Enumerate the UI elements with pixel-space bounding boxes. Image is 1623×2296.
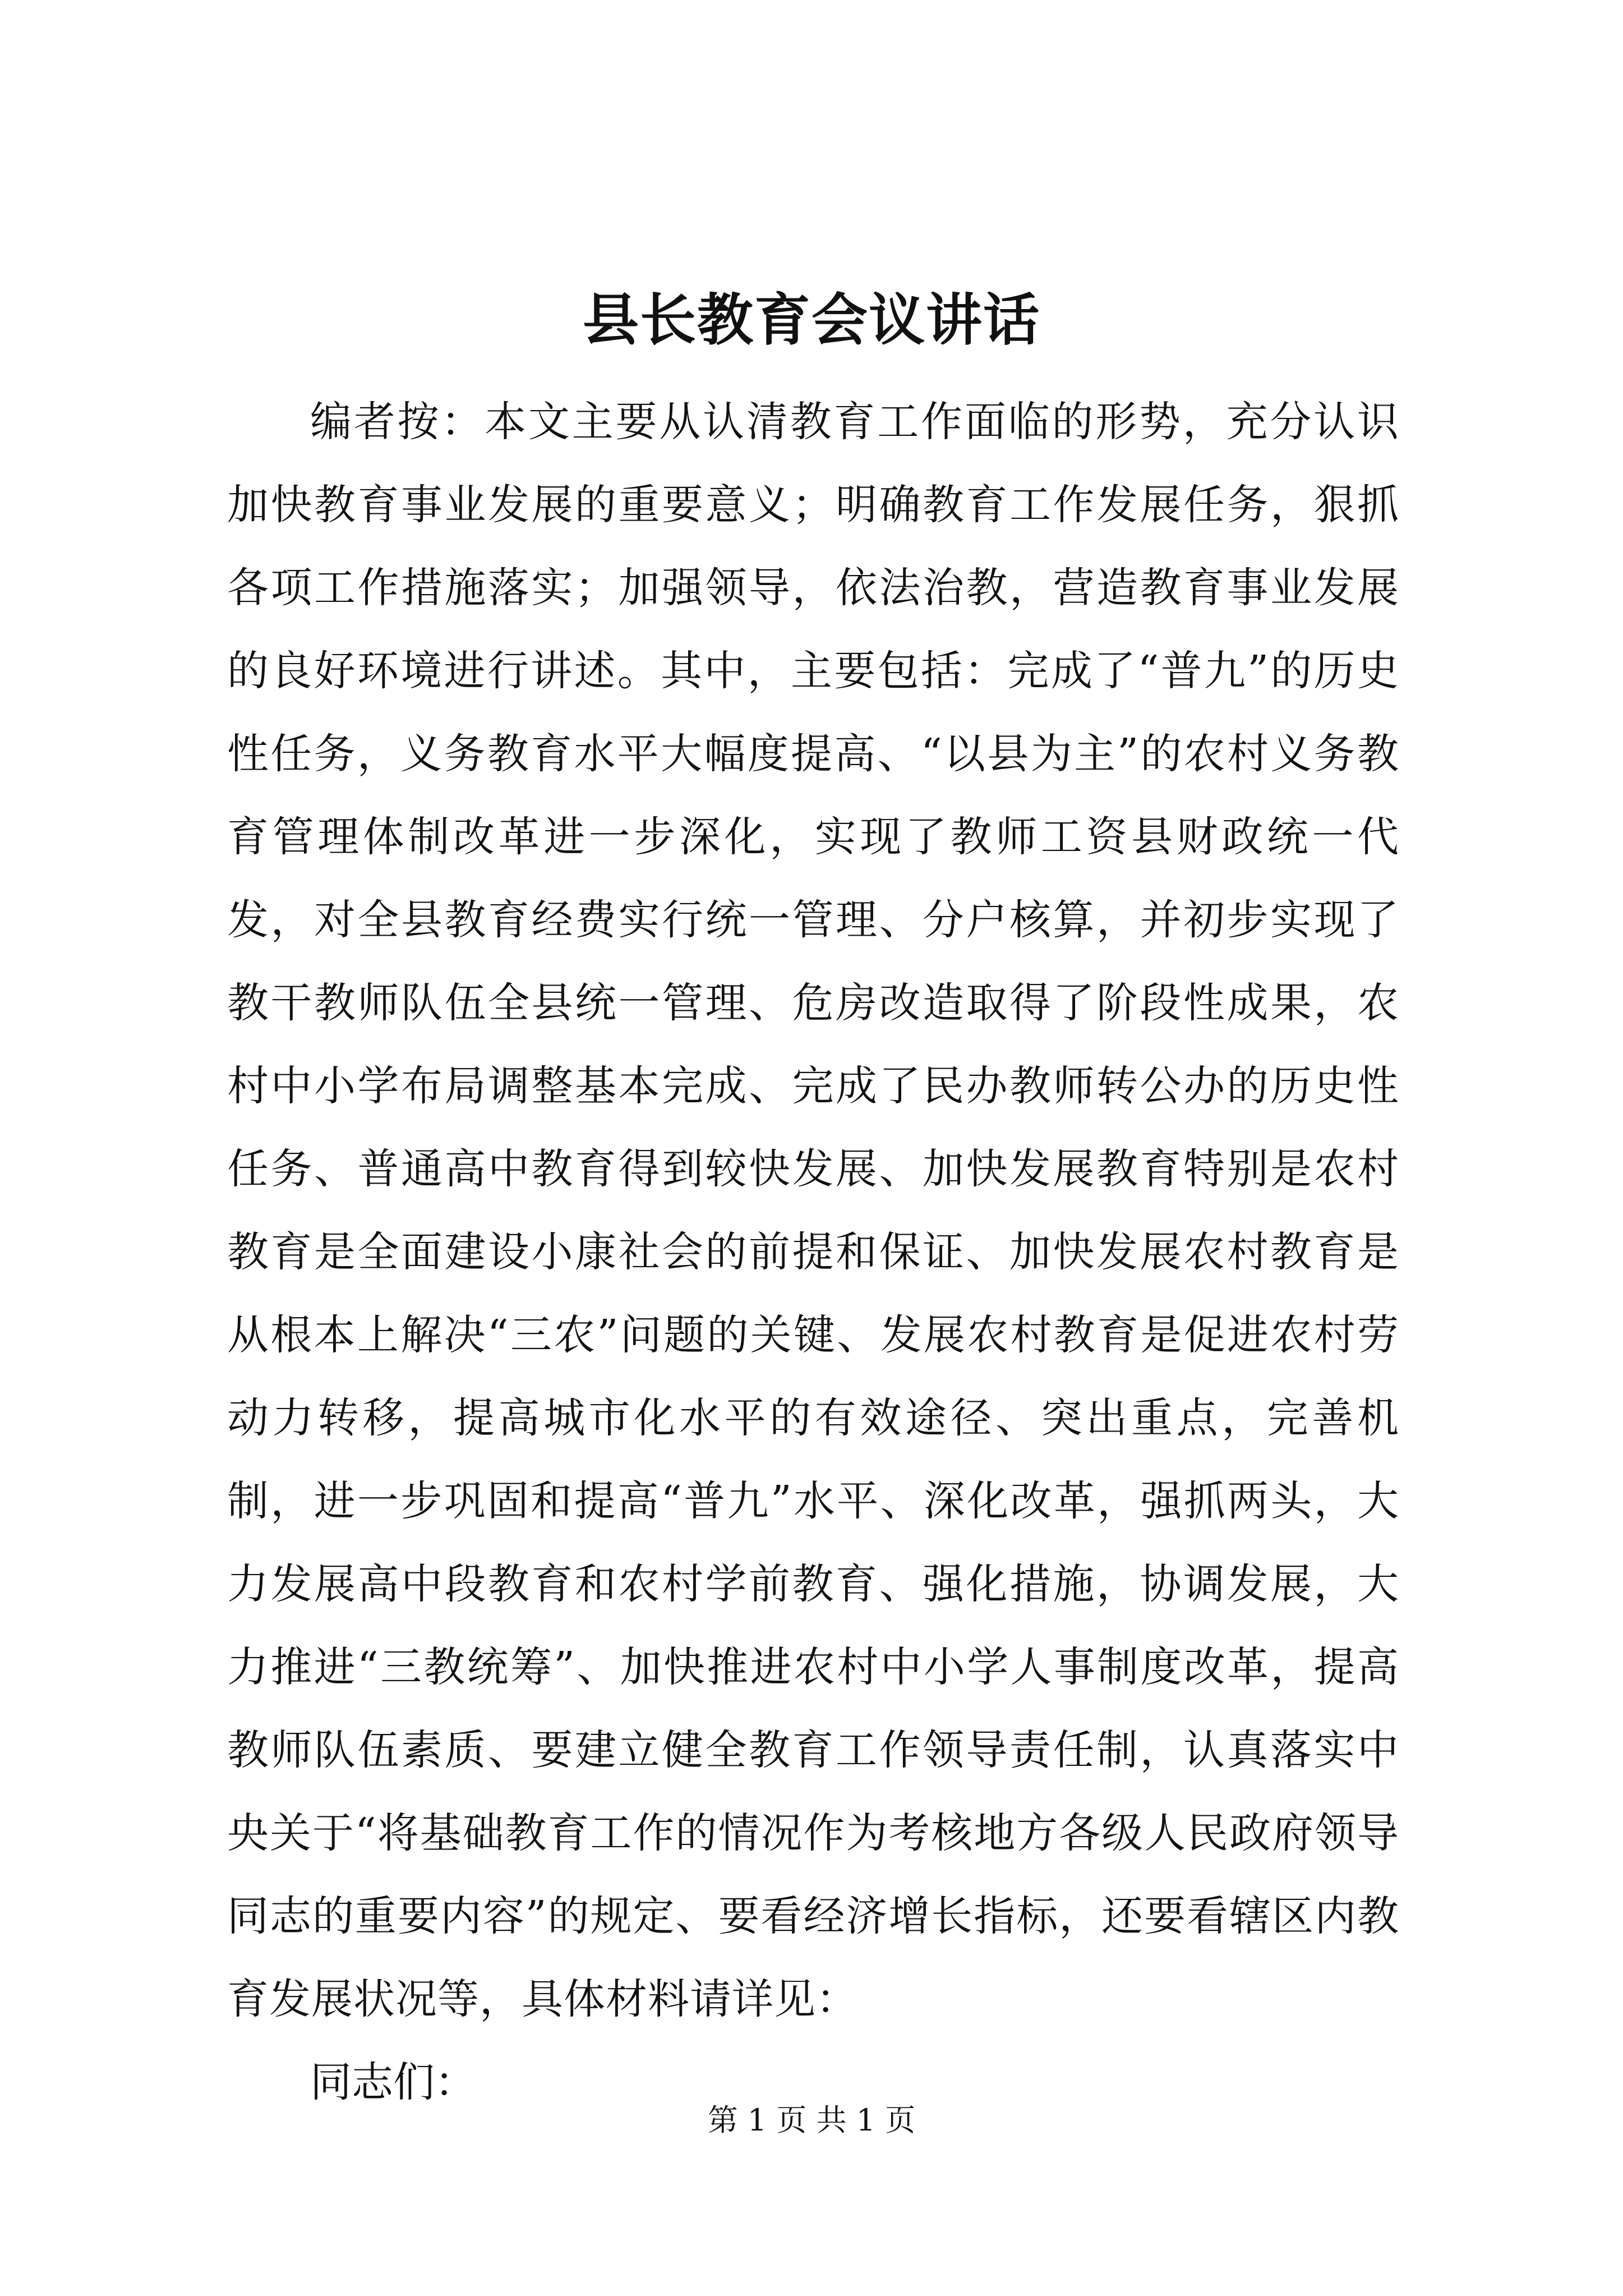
document-title: 县长教育会议讲话	[583, 287, 1040, 353]
greeting-paragraph: 同志们：	[310, 2058, 476, 2106]
editor-note-paragraph: 编者按：本文主要从认清教育工作面临的形势，充分认识加快教育事业发展的重要意义；明确教育工作发展任务，狠抓各项工作措施落实；加强领导，依法治教，营造教育事业发展的良好环境进行讲述。其中，主要包括：完成了“普九”的历史性任务，义务教育水平大幅度提高、“以县为主”的农村义务教育管理体制改革进一步深化，实现了教师工资县财政统一代发，对全县教育经费实行统一管理、分户核算，并初步实现了教干教师队伍全县统一管理、危房改造取得了阶段性成果，农村中小学布局调整基本完成、完成了民办教师转公办的历史性任务、普通高中教育得到较快发展、加快发展教育特别是农村教育是全面建设小康社会的前提和保证、加快发展农村教育是从根本上解决“三农”问题的关键、发展农村教育是促进农村劳动力转移，提高城市化水平的有效途径、突出重点，完善机制，进一步巩固和提高“普九”水平、深化改革，强抓两头，大力发展高中段教育和农村学前教育、强化措施，协调发展，大力推进“三教统筹”、加快推进农村中小学人事制度改革，提高教师队伍素质、要建立健全教育工作领导责任制，认真落实中央关于“将基础教育工作的情况作为考核地方各级人民政府领导同志的重要内容”的规定、要看经济增长指标，还要看辖区内教育发展状况等，具体材料请详见：	[227, 398, 1399, 2023]
page-footer: 第 1 页 共 1 页	[707, 2102, 916, 2138]
document-body	[227, 380, 1399, 2124]
